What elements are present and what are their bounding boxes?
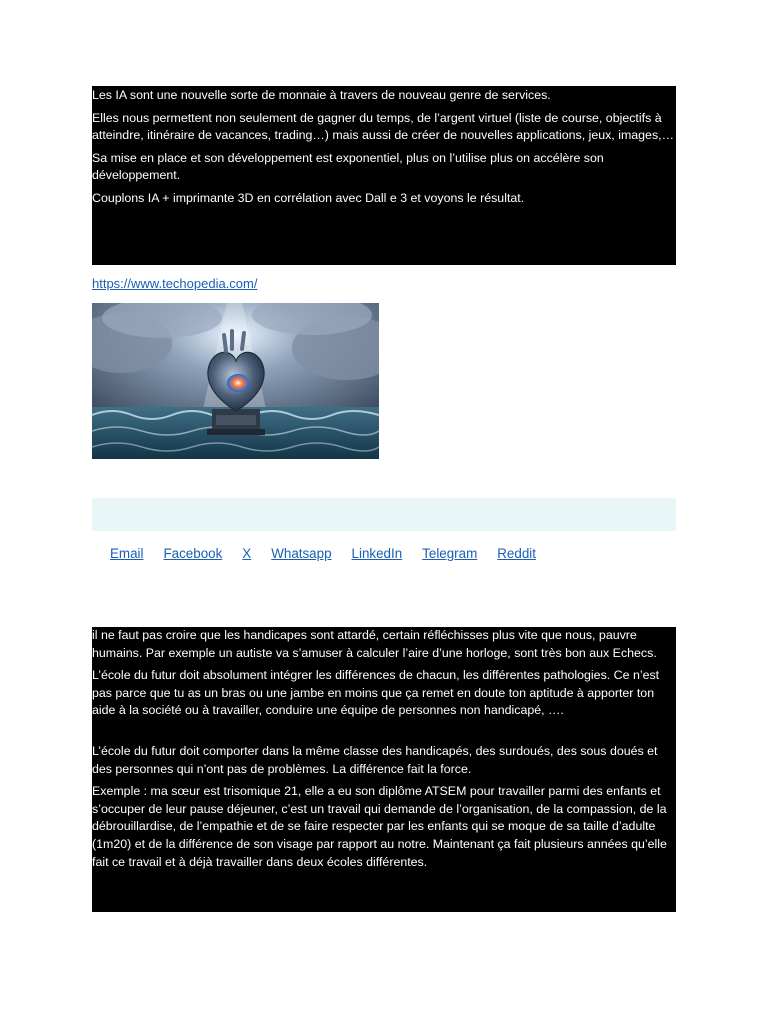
share-facebook-link[interactable]: Facebook [163,546,223,561]
share-x-link[interactable]: X [242,546,252,561]
share-email-link[interactable]: Email [110,546,144,561]
share-bar-background [92,498,676,531]
intro-text-block [92,86,676,265]
hero-image [92,303,379,459]
share-linkedin-link[interactable]: LinkedIn [351,546,403,561]
share-whatsapp-link[interactable]: Whatsapp [271,546,332,561]
paragraph: il ne faut pas croire que les handicapes sont attardé, certain réfléchisses plus vite que nous, pauvre humains. Par exemple un autiste va s’amuser à calculer l’aire d’une horloge, sont très bon aux Echecs. [92,628,657,660]
paragraph: L’école du futur doit absolument intégrer les différences de chacun, les différentes pathologies. Ce n’est pas parce que tu as un bras ou une jambe en moins que ça remet en doute ton aptitude à apporter ton aide à la société ou à travailler, conduire une équipe de personnes non handicapé, …. [92,668,660,718]
share-reddit-link[interactable]: Reddit [497,546,536,561]
paragraph: Exemple : ma sœur est trisomique 21, elle a eu son diplôme ATSEM pour travailler parmi des enfants et s’occuper de leur pause déjeuner, c’est un travail qui demande de l’organisation, de la compassion, de la débrouillardise, de l’empathie et de se faire respecter par les enfants qui se moque de sa taille d’adulte (1m20) et de la différence de son visage par rapport au notre. Maintenant ça fait plusieurs années qu’elle fait ce travail et à déjà travailler dans deux écoles différentes. [92,784,667,869]
source-link[interactable]: https://www.techopedia.com/ [92,276,258,291]
paragraph: Couplons IA + imprimante 3D en corrélation avec Dall e 3 et voyons le résultat. [92,190,525,205]
share-telegram-link[interactable]: Telegram [422,546,478,561]
paragraph: Elles nous permettent non seulement de gagner du temps, de l’argent virtuel (liste de course, objectifs à atteindre, itinéraire de vacances, trading…) mais aussi de créer de nouvelles applications, jeux, images,… [92,110,674,143]
paragraph: L’école du futur doit comporter dans la même classe des handicapés, des surdoués, des sous doués et des personnes qui n’ont pas de problèmes. La différence fait la force. [92,743,658,776]
school-text-block [92,627,676,912]
paragraph-spacer [92,725,676,743]
paragraph: Sa mise en place et son développement est exponentiel, plus on l’utilise plus on accélère son développement. [92,150,604,183]
paragraph: Les IA sont une nouvelle sorte de monnaie à travers de nouveau genre de services. [92,88,551,102]
share-bar [106,545,552,563]
